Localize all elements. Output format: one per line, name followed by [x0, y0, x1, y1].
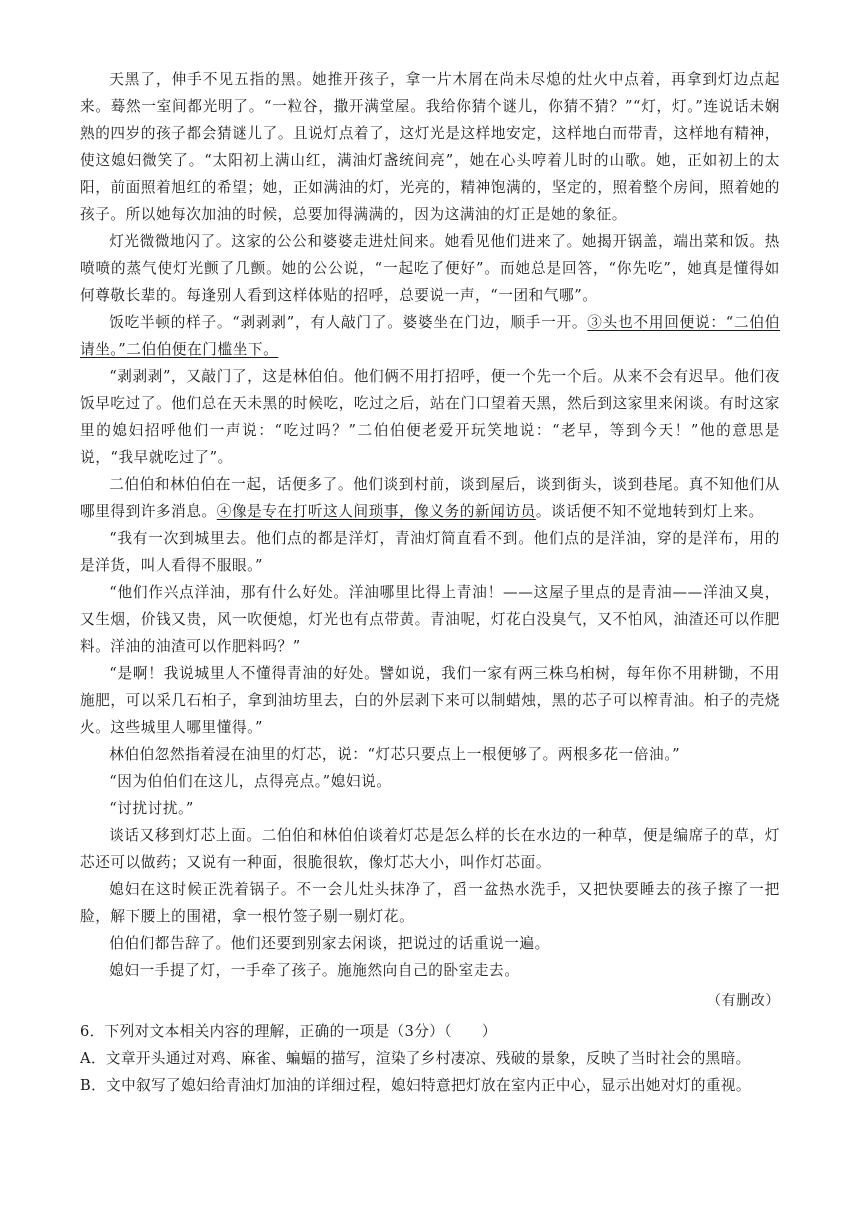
question-6-option-b: B．文中叙写了媳妇给青油灯加油的详细过程，媳妇特意把灯放在室内正中心，显示出她对灯的重视。: [80, 1077, 751, 1094]
article-paragraph-8: “是啊！我说城里人不懂得青油的好处。譬如说，我们一家有两三株乌桕树，每年你不用耕锄，不用施肥，可以采几石桕子，拿到油坊里去，白的外层剥下来可以制蜡烛，黑的芯子可以榨青油。桕子的壳烧火。这些城里人哪里懂得。”: [80, 665, 780, 736]
article-page: [80, 66, 780, 1099]
article-paragraph-10: “因为伯伯们在这儿，点得亮点。”媳妇说。: [109, 773, 392, 790]
article-paragraph-15: 媳妇一手提了灯，一手牵了孩子。施施然向自己的卧室走去。: [109, 962, 520, 979]
article-paragraph-6: “我有一次到城里去。他们点的都是洋灯，青油灯简直看不到。他们点的是洋油，穿的是洋布，用的是洋货，叫人看得不服眼。”: [80, 530, 780, 574]
question-6-option-a: A．文章开头通过对鸡、麻雀、蝙蝠的描写，渲染了乡村凄凉、残破的景象，反映了当时社会的黑暗。: [80, 1050, 751, 1067]
question-6-stem: 6．下列对文本相关内容的理解，正确的一项是（3分）（ ）: [80, 1023, 497, 1040]
article-paragraph-7: “他们作兴点洋油，那有什么好处。洋油哪里比得上青油！——这屋子里点的是青油——洋油又臭，又生烟，价钱又贵，风一吹便熄，灯光也有点带黄。青油呢，灯花白没臭气，又不怕风，油渣还可以作肥料。洋油的油渣可以作肥料吗？”: [80, 584, 780, 655]
article-paragraph-4: “剥剥剥”，又敲门了，这是林伯伯。他们俩不用打招呼，便一个先一个后。从来不会有迟早。他们夜饭早吃过了。他们总在天未黑的时候吃，吃过之后，站在门口望着天黑，然后到这家里来闲谈。有时这家里的媳妇招呼他们一声说：“吃过吗？”二伯伯便老爱开玩笑地说：“老早，等到今天！”他的意思是说，“我早就吃过了”。: [80, 368, 780, 466]
paragraph-5-text-before: 二伯伯和林伯伯在一起，话便多了。他们谈到村前，谈到屋后，谈到街头，谈到巷尾。真不知他们从哪里得到许多消息。: [80, 476, 780, 520]
article-paragraph-2: 灯光微微地闪了。这家的公公和婆婆走进灶间来。她看见他们进来了。她揭开锅盖，端出菜和饭。热喷喷的蒸气使灯光颤了几颤。她的公公说，“一起吃了便好”。而她总是回答，“你先吃”，她真是懂得如何尊敬长辈的。每逢别人看到这样体贴的招呼，总要说一声，“一团和气哪”。: [80, 233, 780, 304]
paragraph-3-text: 饭吃半顿的样子。“剥剥剥”，有人敲门了。婆婆坐在门边，顺手一开。: [109, 314, 588, 331]
paragraph-5-text-after: 。谈话便不知不觉地转到灯上来。: [535, 503, 764, 520]
underlined-sentence-3: ③头也不用回便说：“二伯伯请坐。”二伯伯便在门槛坐下。: [80, 314, 780, 358]
article-paragraph-5: [80, 471, 780, 525]
article-paragraph-1: 天黑了，伸手不见五指的黑。她推开孩子，拿一片木屑在尚未尽熄的灶火中点着，再拿到灯边点起来。蓦然一室间都光明了。“一粒谷，撒开满堂屋。我给你猜个谜儿，你猜不猜？”“灯，灯。”连说话未娴熟的四岁的孩子都会猜谜儿了。且说灯点着了，这灯光是这样地安定，这样地白而带青，这样地有精神，使这媳妇微笑了。“太阳初上满山红，满油灯盏统间亮”，她在心头哼着儿时的山歌。她，正如初上的太阳，前面照着旭红的希望；她，正如满油的灯，光亮的，精神饱满的，坚定的，照着整个房间，照着她的孩子。所以她每次加油的时候，总要加得满满的，因为这满油的灯正是她的象征。: [80, 71, 780, 223]
article-paragraph-14: 伯伯们都告辞了。他们还要到别家去闲谈，把说过的话重说一遍。: [109, 935, 550, 952]
underlined-sentence-4: ④像是专在打听这人间琐事，像义务的新闻访员: [216, 503, 536, 520]
article-paragraph-13: 媳妇在这时候正洗着锅子。不一会儿灶头抹净了，舀一盆热水洗手，又把快要睡去的孩子擦了一把脸，解下腰上的围裙，拿一根竹签子剔一剔灯花。: [80, 881, 780, 925]
article-paragraph-3: [80, 309, 780, 363]
article-paragraph-12: 谈话又移到灯芯上面。二伯伯和林伯伯谈着灯芯是怎么样的长在水边的一种草，便是编席子的草，灯芯还可以做药；又说有一种面，很脆很软，像灯芯大小，叫作灯芯面。: [80, 827, 780, 871]
question-6: [80, 1018, 780, 1099]
article-paragraph-9: 林伯伯忽然指着浸在油里的灯芯，说：“灯芯只要点上一根便够了。两根多花一倍油。”: [109, 746, 681, 763]
source-note: （有删改）: [707, 993, 780, 1009]
article-paragraph-11: “讨扰讨扰。”: [109, 800, 194, 817]
